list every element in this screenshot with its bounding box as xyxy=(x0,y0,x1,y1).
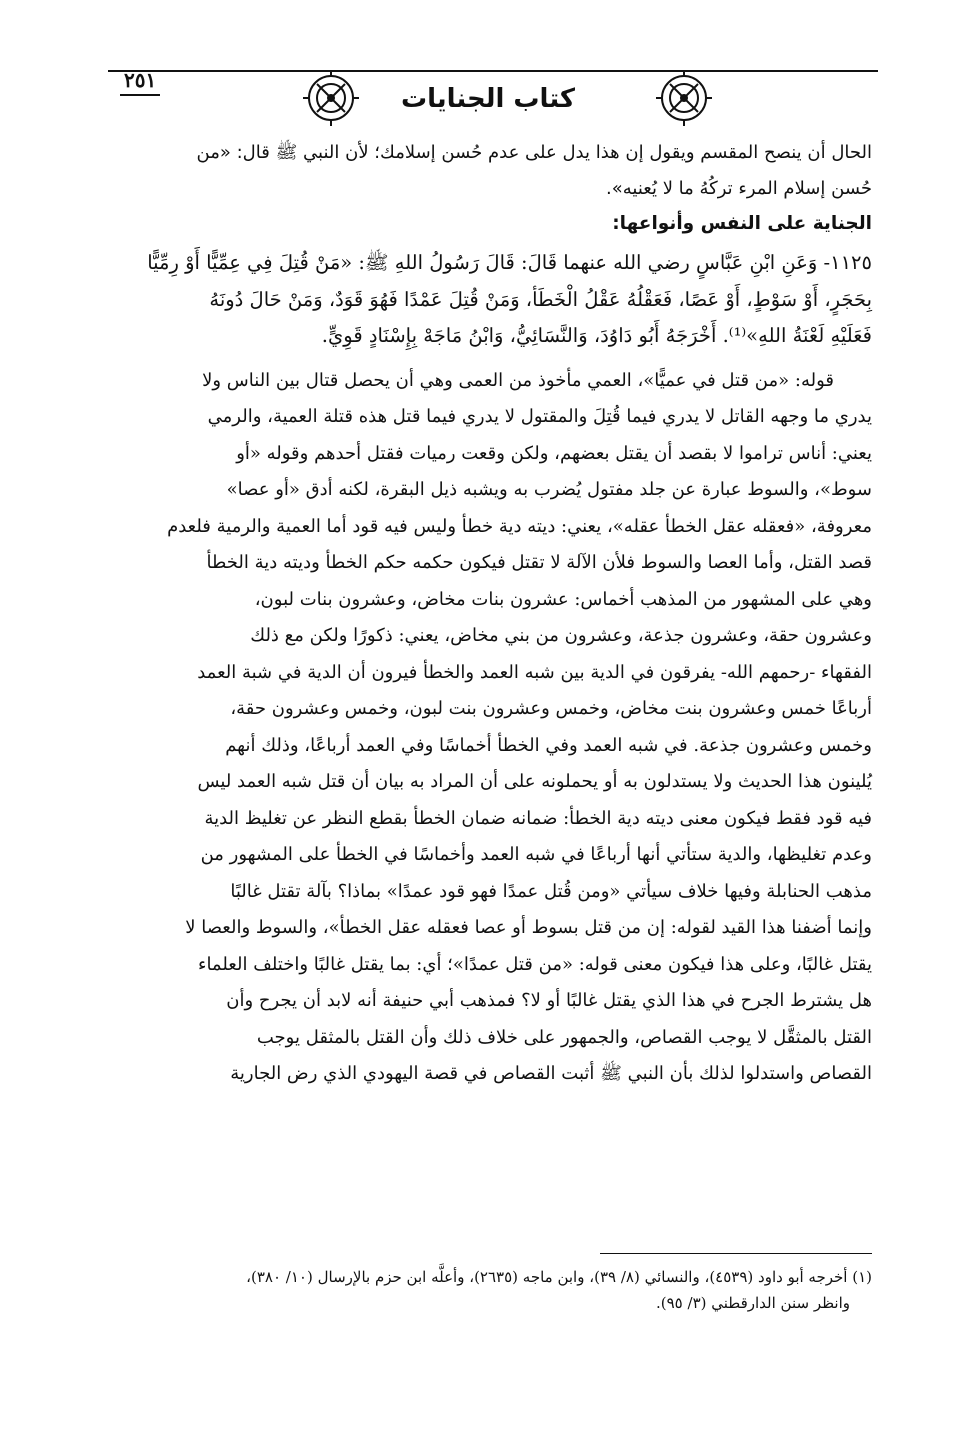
commentary-line: وإنما أضفنا هذا القيد لقوله: إن من قتل بسوط أو عصا فعقله عقل الخطأ»، والسوط والعصا لا xyxy=(185,917,872,938)
ornament-left-icon xyxy=(303,70,359,126)
commentary-line: يُلينون هذا الحديث ولا يستدلون به أو يحملونه على أن المراد به بيان أن قتل شبه العمد ليس xyxy=(197,771,872,792)
commentary-line: يقتل غالبًا، وعلى هذا فيكون معنى قوله: «من قتل عمدًا»؛ أي: بما يقتل غالبًا واختلف العلماء xyxy=(197,953,872,975)
header-rule xyxy=(108,70,878,72)
page-body xyxy=(110,135,872,1093)
commentary-line: مذهب الحنابلة وفيها خلاف سيأتي «ومن قُتل عمدًا فهو قود عمدًا» بماذا؟ بآلة تقتل غالبًا xyxy=(230,880,872,902)
page-number: ٢٥١ xyxy=(120,68,160,96)
footnote-line: وانظر سنن الدارقطني (٣/ ٩٥). xyxy=(655,1294,850,1312)
commentary-line: يدري ما وجهه القاتل لا يدري فيما قُتِلَ والمقتول لا يدري فيما قتل هذه قتلة العمية، والرمي xyxy=(207,406,872,427)
hadith-line: ١١٢٥- وَعَنِ ابْنِ عَبَّاسٍ رضي الله عنهما قَالَ: قَالَ رَسُولُ اللهِ ﷺ: «مَنْ قُتِلَ فِي عِمِّيًّا أَوْ رِمِّيًّا xyxy=(147,251,872,274)
hadith-text xyxy=(110,245,872,355)
footnote-divider xyxy=(600,1253,872,1254)
commentary-line: القصاص واستدلوا لذلك بأن النبي ﷺ أثبت القصاص في قصة اليهودي الذي رض الجارية xyxy=(230,1063,872,1084)
section-heading: الجناية على النفس وأنواعها: xyxy=(612,213,872,234)
hadith-line: بِحَجَرٍ، أَوْ سَوْطٍ، أَوْ عَصًا، فَعَقْلُهُ عَقْلُ الْخَطَأ، وَمَنْ قُتِلَ عَمْدًا فَهُوَ قَوَدٌ، وَمَنْ حَالَ دُونَهُ xyxy=(209,287,872,311)
book-title: كتاب الجنايات xyxy=(400,84,576,114)
commentary-line: فيه قود فقط فيكون معنى ديته دية الخطأ: ضمانه ضمان الخطأ بقطع النظر عن تغليظ الدية xyxy=(204,807,872,829)
commentary-line: وخمس وعشرون جذعة. في شبه العمد وفي الخطأ أخماسًا وفي العمد أرباعًا، وذلك أنهم xyxy=(225,734,872,756)
commentary-line: وهي على المشهور من المذهب أخماس: عشرون بنات مخاض، وعشرون بنات لبون، xyxy=(254,588,872,610)
commentary-line: وعشرون حقة، وعشرون جذعة، وعشرون من بني مخاض، يعني: ذكورًا ولكن مع ذلك xyxy=(250,625,872,646)
footnote-line: (١) أخرجه أبو داود (٤٥٣٩)، والنسائي (٨/ ٣٩)، وابن ماجه (٢٦٣٥)، وأعلَّه ابن حزم بالإرسال (١٠/ ٣٨٠)، xyxy=(246,1268,872,1286)
commentary-line: القتل بالمثقَّل لا يوجب القصاص، والجمهور على خلاف ذلك وأن القتل بالمثقل يوجب xyxy=(256,1026,872,1048)
intro-line: حُسن إسلام المرء تركُهُ ما لا يُعنيه». xyxy=(606,178,872,199)
commentary-text xyxy=(110,363,872,1093)
page-header xyxy=(108,62,878,132)
commentary-line: هل يشترط الجرح في هذا الذي يقتل غالبًا أو لا؟ فمذهب أبي حنيفة أنه لابد أن يجرح وأن xyxy=(226,990,872,1011)
ornament-right-icon xyxy=(656,70,712,126)
intro-line: الحال أن ينصح المقسم ويقول إن هذا يدل على عدم حُسن إسلامك؛ لأن النبي ﷺ قال: «من xyxy=(196,142,872,163)
commentary-line: يعني: أناس تراموا لا بقصد أن يقتل بعضهم، ولكن وقعت رميات فقتل أحدهم وقوله «أو xyxy=(236,442,872,464)
commentary-line: معروفة، «فعقله عقل الخطأ عقله»، يعني: ديته دية خطأ وليس فيه قود أما العمية والرمية فلعدم xyxy=(167,515,872,537)
hadith-line: فَعَلَيْهِ لَعْنَةُ اللهِ»⁽¹⁾. أَخْرَجَهُ أَبُو دَاوُدَ، وَالنَّسَائِيُّ، وَابْنُ مَاجَهْ بِإِسْنَادٍ قَوِيٍّ. xyxy=(321,324,872,347)
commentary-line: وعدم تغليظها، والدية ستأتي أنها أرباعًا في شبه العمد وأخماسًا في الخطأ على المشهور من xyxy=(200,844,872,865)
commentary-line: سوط»، والسوط عبارة عن جلد مفتول يُضرب به ويشبه ذيل البقرة، لكنه أدق «أو عصا» xyxy=(226,479,872,500)
commentary-line: الفقهاء -رحمهم الله- يفرقون في الدية بين شبه العمد والخطأ فيرون أن الدية في شبة العمد xyxy=(197,661,872,683)
commentary-line: قصد القتل، وأما العصا والسوط فلأن الآلة لا تقتل فيكون حكمه حكم الخطأ وديته دية الخطأ xyxy=(206,552,872,573)
footnotes xyxy=(110,1264,872,1316)
commentary-line: أرباعًا خمس وعشرون بنت مخاض، وخمس وعشرون بنت لبون، وخمس وعشرون حقة، xyxy=(230,698,872,719)
commentary-line: قوله: «من قتل في عميًّا»، العمي مأخوذ من العمى وهي أن يحصل قتال بين الناس ولا xyxy=(202,369,834,391)
